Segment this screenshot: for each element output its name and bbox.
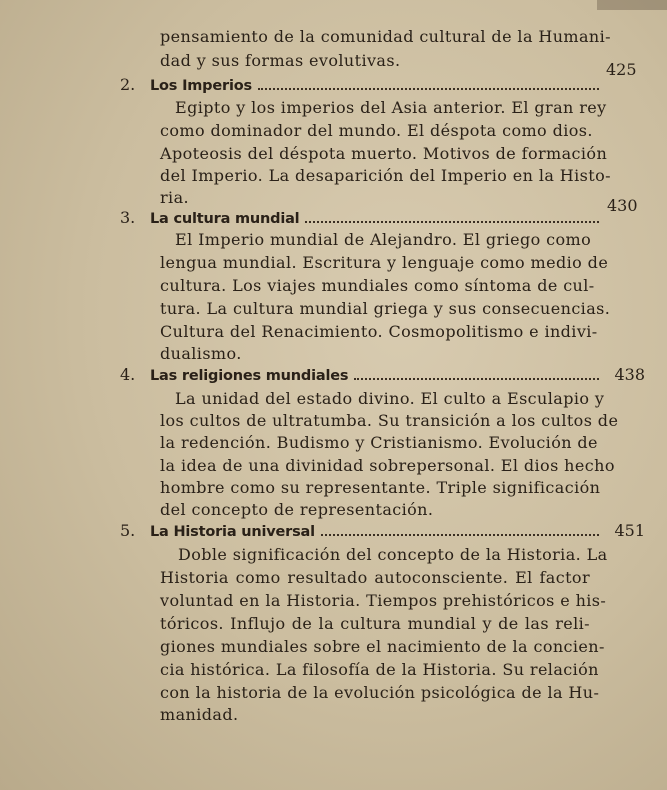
text-line: Cultura del Renacimiento. Cosmopolitismo e indivi- bbox=[160, 322, 598, 341]
page-edge-shadow bbox=[597, 0, 667, 10]
text-line: tura. La cultura mundial griega y sus consecuencias. bbox=[160, 299, 611, 318]
entry-title: La Historia universal bbox=[150, 524, 315, 540]
text-line: Egipto y los imperios del Asia anterior. El gran rey bbox=[175, 98, 607, 117]
text-line: ria. bbox=[160, 188, 189, 207]
entry-page-number: 425 bbox=[606, 60, 637, 79]
text-line: tóricos. Influjo de la cultura mundial y de las reli- bbox=[160, 614, 590, 633]
toc-entry-heading bbox=[120, 521, 645, 543]
toc-entry-heading bbox=[120, 208, 645, 230]
leader-dots bbox=[321, 534, 599, 536]
text-line: cia histórica. La filosofía de la Historia. Su relación bbox=[160, 660, 599, 679]
text-line: hombre como su representante. Triple significación bbox=[160, 478, 601, 497]
leader-dots bbox=[305, 221, 599, 223]
entry-title: Los Imperios bbox=[150, 78, 252, 94]
text-line: cultura. Los viajes mundiales como síntoma de cul- bbox=[160, 276, 595, 295]
text-line: voluntad en la Historia. Tiempos prehistóricos e his- bbox=[160, 591, 607, 610]
text-line: manidad. bbox=[160, 705, 239, 724]
leader-dots bbox=[258, 88, 599, 90]
text-line: lengua mundial. Escritura y lenguaje como medio de bbox=[160, 253, 609, 272]
text-line: del Imperio. La desaparición del Imperio en la Histo- bbox=[160, 166, 611, 185]
text-line: El Imperio mundial de Alejandro. El griego como bbox=[175, 230, 592, 249]
text-line: del concepto de representación. bbox=[160, 500, 434, 519]
entry-number: 5. bbox=[120, 521, 136, 540]
entry-number: 3. bbox=[120, 208, 136, 227]
entry-page-number: 438 bbox=[614, 365, 645, 384]
entry-title: Las religiones mundiales bbox=[150, 368, 349, 384]
text-line: como dominador del mundo. El déspota como dios. bbox=[160, 121, 593, 140]
text-line: con la historia de la evolución psicológica de la Hu- bbox=[160, 683, 600, 702]
toc-entry-heading bbox=[120, 75, 645, 97]
entry-page-number: 430 bbox=[607, 196, 638, 215]
text-line: los cultos de ultratumba. Su transición a los cultos de bbox=[160, 411, 619, 430]
entry-number: 4. bbox=[120, 365, 136, 384]
toc-entry-heading bbox=[120, 365, 645, 387]
text-line: la redención. Budismo y Cristianismo. Evolución de bbox=[160, 433, 598, 452]
text-line: la idea de una divinidad sobrepersonal. El dios hecho bbox=[160, 456, 615, 475]
text-line: dualismo. bbox=[160, 344, 242, 363]
text-line: giones mundiales sobre el nacimiento de la concien- bbox=[160, 637, 605, 656]
entry-page-number: 451 bbox=[614, 521, 645, 540]
entry-title: La cultura mundial bbox=[150, 211, 300, 227]
leader-dots bbox=[354, 378, 599, 380]
text-line: Doble significación del concepto de la Historia. La bbox=[178, 545, 608, 564]
text-line: La unidad del estado divino. El culto a Esculapio y bbox=[175, 389, 605, 408]
text-line: pensamiento de la comunidad cultural de la Humani- bbox=[160, 27, 611, 46]
entry-number: 2. bbox=[120, 75, 136, 94]
text-line: Historia como resultado autoconsciente. El factor bbox=[160, 568, 590, 587]
text-line: Apoteosis del déspota muerto. Motivos de formación bbox=[160, 144, 608, 163]
text-line: dad y sus formas evolutivas. bbox=[160, 51, 401, 70]
